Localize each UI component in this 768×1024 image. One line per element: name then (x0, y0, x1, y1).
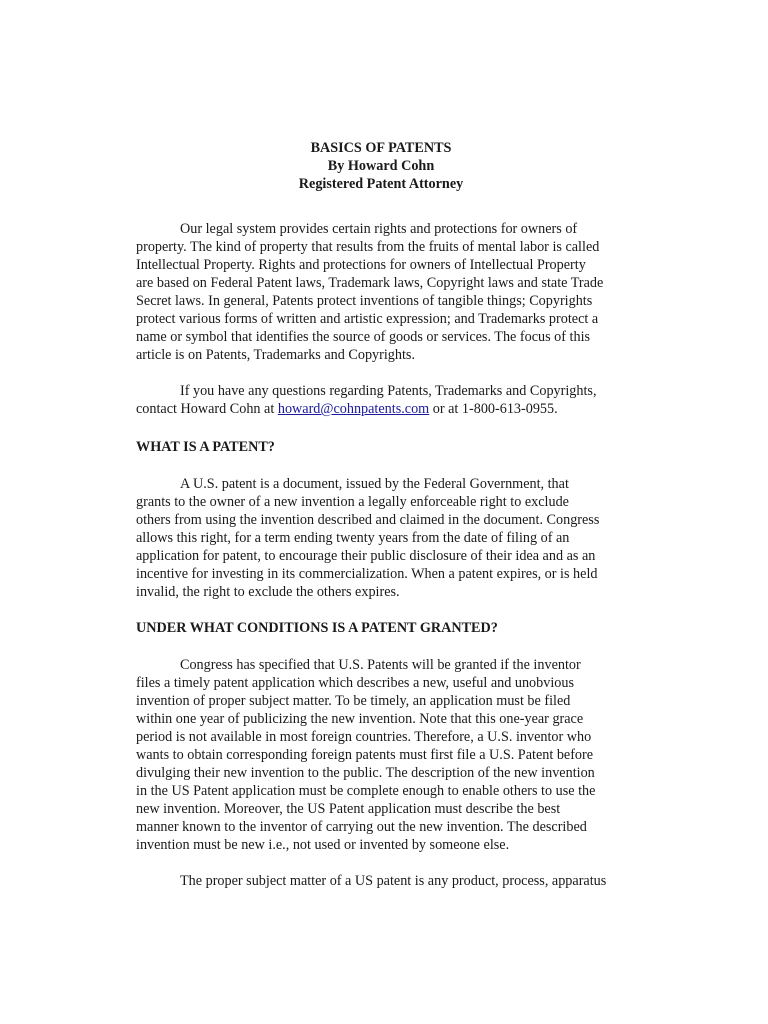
paragraph-line: Intellectual Property. Rights and protections for owners of Intellectual Property (136, 257, 586, 273)
paragraph-line: divulging their new invention to the public. The description of the new invention (136, 765, 595, 781)
contact-prefix: contact Howard Cohn at (136, 401, 278, 417)
section-heading-what-is-patent: WHAT IS A PATENT? (136, 439, 275, 455)
paragraph-line: are based on Federal Patent laws, Trademark laws, Copyright laws and state Trade (136, 275, 604, 291)
section2-paragraph (136, 656, 630, 854)
paragraph-line: files a timely patent application which describes a new, useful and unobvious (136, 675, 574, 691)
paragraph-line: article is on Patents, Trademarks and Copyrights. (136, 347, 415, 363)
section3-paragraph (136, 872, 630, 890)
paragraph-line: application for patent, to encourage their public disclosure of their idea and as an (136, 548, 596, 564)
paragraph-line: Congress has specified that U.S. Patents will be granted if the inventor (180, 657, 581, 673)
paragraph-line: protect various forms of written and artistic expression; and Trademarks protect a (136, 311, 599, 327)
paragraph-line: others from using the invention described and claimed in the document. Congress (136, 512, 600, 528)
section-heading-conditions: UNDER WHAT CONDITIONS IS A PATENT GRANTED? (136, 620, 498, 636)
paragraph-line: wants to obtain corresponding foreign patents must first file a U.S. Patent before (136, 747, 594, 763)
intro-paragraph (136, 220, 630, 364)
section1-paragraph (136, 475, 630, 601)
paragraph-line: grants to the owner of a new invention a legally enforceable right to exclude (136, 494, 569, 510)
paragraph-line: incentive for investing in its commercialization. When a patent expires, or is held (136, 566, 598, 582)
paragraph-line: in the US Patent application must be complete enough to enable others to use the (136, 783, 596, 799)
paragraph-line: name or symbol that identifies the source of goods or services. The focus of this (136, 329, 591, 345)
contact-suffix: or at 1-800-613-0955. (429, 401, 558, 417)
contact-line (136, 400, 630, 418)
document-author-role: Registered Patent Attorney (298, 176, 464, 192)
paragraph-line: allows this right, for a term ending twenty years from the date of filing of an (136, 530, 570, 546)
paragraph-line: If you have any questions regarding Patents, Trademarks and Copyrights, (180, 383, 597, 399)
paragraph-line: A U.S. patent is a document, issued by the Federal Government, that (180, 476, 569, 492)
paragraph-line: The proper subject matter of a US patent is any product, process, apparatus (180, 873, 607, 889)
paragraph-line: new invention. Moreover, the US Patent application must describe the best (136, 801, 561, 817)
paragraph-line: invention of proper subject matter. To be timely, an application must be filed (136, 693, 571, 709)
title-block (132, 139, 630, 193)
contact-paragraph (136, 382, 630, 418)
paragraph-line: invention must be new i.e., not used or invented by someone else. (136, 837, 510, 853)
paragraph-line: invalid, the right to exclude the others expires. (136, 584, 400, 600)
paragraph-line: manner known to the inventor of carrying out the new invention. The described (136, 819, 587, 835)
paragraph-line: Secret laws. In general, Patents protect inventions of tangible things; Copyrights (136, 293, 593, 309)
document-title: BASICS OF PATENTS (310, 140, 452, 156)
document-byline: By Howard Cohn (327, 158, 435, 174)
paragraph-line: within one year of publicizing the new invention. Note that this one-year grace (136, 711, 584, 727)
email-link[interactable]: howard@cohnpatents.com (277, 401, 430, 417)
paragraph-line: period is not available in most foreign countries. Therefore, a U.S. inventor who (136, 729, 592, 745)
paragraph-line: Our legal system provides certain rights and protections for owners of (180, 221, 578, 237)
paragraph-line: property. The kind of property that results from the fruits of mental labor is called (136, 239, 600, 255)
document-page (136, 139, 630, 890)
